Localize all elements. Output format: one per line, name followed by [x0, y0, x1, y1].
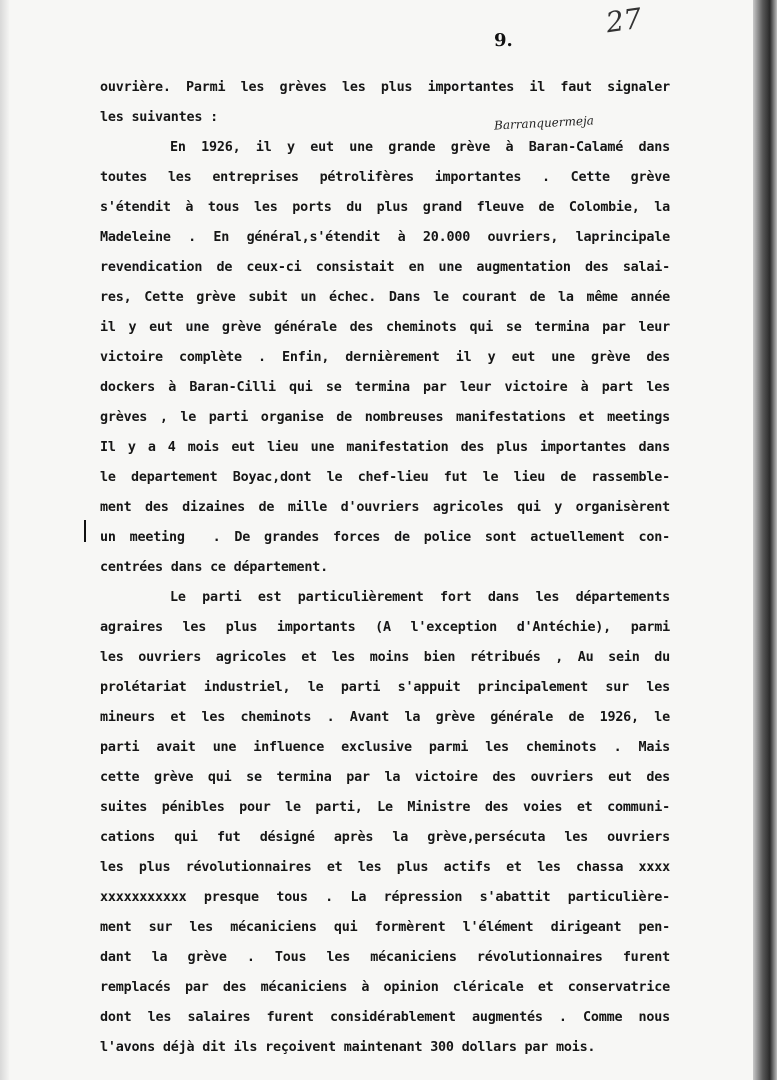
folio-number: 27	[603, 1, 644, 40]
handwritten-correction: Barranquermeja	[493, 113, 595, 133]
text-line: grèves , le parti organise de nombreuses manifestations et meetings	[100, 410, 670, 425]
text-line: parti avait une influence exclusive parmi les cheminots . Mais	[100, 740, 670, 755]
text-line: ment sur les mécaniciens qui formèrent l'élément dirigeant pen-	[100, 920, 670, 935]
text-line: En 1926, il y eut une grande grève à Baran-Calamé dans	[170, 140, 670, 155]
text-line: cette grève qui se termina par la victoire des ouvriers eut des	[100, 770, 670, 785]
text-line: le departement Boyac,dont le chef-lieu fut le lieu de rassemble-	[100, 470, 670, 485]
text-line: toutes les entreprises pétrolifères importantes . Cette grève	[100, 170, 670, 185]
text-line: revendication de ceux-ci consistait en une augmentation des salai-	[100, 260, 670, 275]
text-line: il y eut une grève générale des cheminots qui se termina par leur	[100, 320, 670, 335]
text-line: les plus révolutionnaires et les plus actifs et les chassa xxxx	[100, 860, 670, 875]
text-line: les ouvriers agricoles et les moins bien rétribués , Au sein du	[100, 650, 670, 665]
text-line: s'étendit à tous les ports du plus grand fleuve de Colombie, la	[100, 200, 670, 215]
text-line: les suivantes :	[100, 110, 218, 125]
text-line: mineurs et les cheminots . Avant la grève générale de 1926, le	[100, 710, 670, 725]
text-line: ment des dizaines de mille d'ouvriers agricoles qui y organisèrent	[100, 500, 670, 515]
text-line: dont les salaires furent considérablement augmentés . Comme nous	[100, 1010, 670, 1025]
text-line: suites pénibles pour le parti, Le Ministre des voies et communi-	[100, 800, 670, 815]
text-line: dockers à Baran-Cilli qui se termina par leur victoire à part les	[100, 380, 670, 395]
text-line: prolétariat industriel, le parti s'appuit principalement sur les	[100, 680, 670, 695]
scan-right-edge	[753, 0, 777, 1080]
text-line: ouvrière. Parmi les grèves les plus importantes il faut signaler	[100, 80, 670, 95]
typed-body	[100, 80, 670, 1070]
margin-mark	[84, 520, 86, 542]
page-number: 9.	[494, 30, 513, 51]
text-line: Madeleine . En général,s'étendit à 20.000 ouvriers, laprincipale	[100, 230, 670, 245]
text-line: centrées dans ce département.	[100, 560, 328, 575]
text-line: Il y a 4 mois eut lieu une manifestation des plus importantes dans	[100, 440, 670, 455]
text-line: victoire complète . Enfin, dernièrement il y eut une grève des	[100, 350, 670, 365]
text-line: l'avons déjà dit ils reçoivent maintenant 300 dollars par mois.	[100, 1040, 596, 1055]
text-line: un meeting . De grandes forces de police sont actuellement con-	[100, 530, 670, 545]
text-line: xxxxxxxxxxx presque tous . La répression s'abattit particulière-	[100, 890, 670, 905]
text-line: Le parti est particulièrement fort dans les départements	[170, 590, 670, 605]
text-line: dant la grève . Tous les mécaniciens révolutionnaires furent	[100, 950, 670, 965]
text-line: remplacés par des mécaniciens à opinion cléricale et conservatrice	[100, 980, 670, 995]
scan-left-shadow	[0, 0, 10, 1080]
text-line: res, Cette grève subit un échec. Dans le courant de la même année	[100, 290, 670, 305]
text-line: agraires les plus importants (A l'exception d'Antéchie), parmi	[100, 620, 670, 635]
text-line: cations qui fut désigné après la grève,persécuta les ouvriers	[100, 830, 670, 845]
